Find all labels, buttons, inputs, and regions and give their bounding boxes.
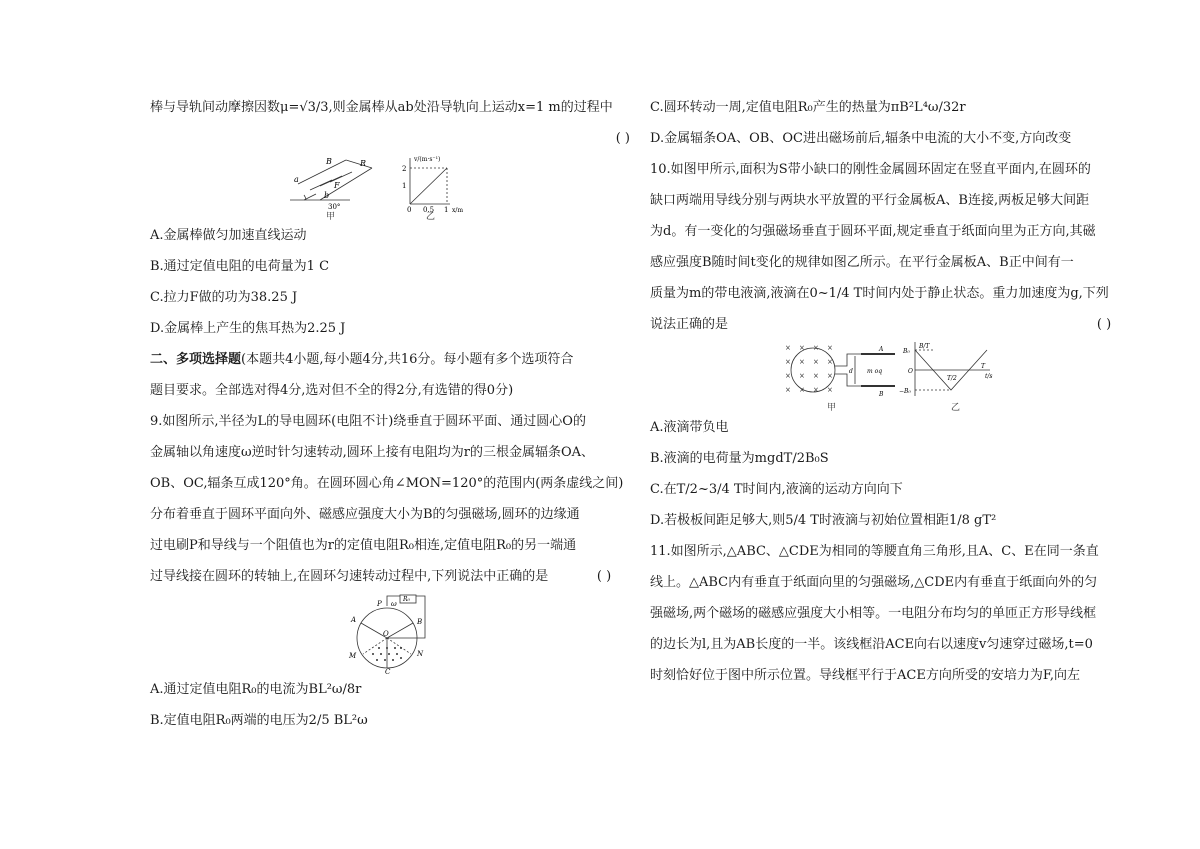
label-omega: ω bbox=[391, 600, 397, 608]
q8-option-c: C.拉力F做的功为38.25 J bbox=[150, 290, 298, 305]
label-M: M bbox=[349, 652, 357, 660]
q9-line-5: 过电刷P和导线与一个阻值也为r的定值电阻R₀相连,定值电阻R₀的另一端通 bbox=[150, 538, 577, 553]
section-heading bbox=[150, 344, 630, 375]
q10-option-a: A.液滴带负电 bbox=[650, 420, 729, 435]
label-P: P bbox=[377, 600, 382, 608]
ytick-2: 2 bbox=[402, 165, 407, 173]
label-R: R bbox=[360, 159, 367, 168]
q10-option-c: C.在T/2~3/4 T时间内,液滴的运动方向向下 bbox=[650, 482, 903, 497]
caption-yi: 乙 bbox=[426, 212, 436, 220]
q8-figure bbox=[290, 154, 490, 220]
q8-answer-paren: ( ) bbox=[615, 131, 630, 146]
q8-continuation: 棒与导轨间动摩擦因数μ=√3/3,则金属棒从ab处沿导轨向上运动x=1 m的过程中 bbox=[150, 100, 613, 115]
svg-text:×: × bbox=[799, 358, 805, 366]
xtick-1: 1 bbox=[444, 206, 449, 214]
q10-answer-paren: ( ) bbox=[1096, 317, 1112, 332]
q8-option-a: A.金属棒做匀加速直线运动 bbox=[150, 228, 307, 243]
q8-option-d: D.金属棒上产生的焦耳热为2.25 J bbox=[150, 321, 346, 336]
graph-xlabel: x/m bbox=[452, 207, 464, 214]
q11-line-2: 线上。△ABC内有垂直于纸面向里的匀强磁场,△CDE内有垂直于纸面向外的匀 bbox=[650, 575, 1098, 590]
q9-option-c: C.圆环转动一周,定值电阻R₀产生的热量为πB²L⁴ω/32r bbox=[650, 100, 966, 115]
q11-line-1: 11.如图所示,△ABC、△CDE为相同的等腰直角三角形,且A、C、E在同一条直 bbox=[650, 544, 1099, 559]
q9-line-2: 金属轴以角速度ω逆时针匀速转动,圆环上接有电阻均为r的三根金属辐条OA、 bbox=[150, 445, 594, 460]
label-O: O bbox=[383, 630, 389, 638]
label-d: d bbox=[849, 368, 853, 375]
field-crosses bbox=[785, 344, 833, 394]
svg-text:×: × bbox=[799, 344, 805, 352]
svg-text:×: × bbox=[799, 372, 805, 380]
label-N: N bbox=[417, 650, 424, 658]
q9-option-a: A.通过定值电阻R₀的电流为BL²ω/8r bbox=[150, 682, 362, 697]
svg-text:×: × bbox=[827, 358, 833, 366]
label-mq: m oq bbox=[867, 368, 883, 375]
section-desc-2: 题目要求。全部选对得4分,选对但不全的得2分,有选错的得0分) bbox=[150, 383, 514, 398]
xtick-0: 0 bbox=[407, 206, 412, 214]
q9-line-4: 分布着垂直于圆环平面向外、磁感应强度大小为B的匀强磁场,圆环的边缘通 bbox=[150, 507, 580, 522]
label-A: A bbox=[351, 616, 357, 624]
label-negB0: −B₀ bbox=[899, 388, 911, 395]
q9-line-6-text: 过导线接在圆环的转轴上,在圆环匀速转动过程中,下列说法中正确的是 bbox=[150, 569, 549, 584]
label-O10: O bbox=[908, 368, 913, 375]
q9-figure bbox=[345, 592, 435, 674]
q11-line-3: 强磁场,两个磁场的磁感应强度大小相等。一电阻分布均匀的单匝正方形导线框 bbox=[650, 606, 1097, 621]
svg-text:×: × bbox=[813, 344, 819, 352]
section-title: 二、多项选择题 bbox=[150, 352, 242, 367]
q10-line-4: 感应强度B随时间t变化的规律如图乙所示。在平行金属板A、B正中间有一 bbox=[650, 255, 1074, 270]
label-C: C bbox=[385, 668, 391, 674]
q10-figure bbox=[775, 340, 1005, 412]
q10-line-6-text: 说法正确的是 bbox=[650, 317, 729, 332]
label-A10: A bbox=[879, 346, 884, 353]
q9-option-d: D.金属辐条OA、OB、OC进出磁场前后,辐条中电流的大小不变,方向改变 bbox=[650, 131, 1072, 146]
left-column bbox=[150, 92, 630, 736]
svg-text:×: × bbox=[827, 372, 833, 380]
q9-answer-paren: ( ) bbox=[596, 569, 612, 584]
label-t: t/s bbox=[985, 373, 993, 380]
label-b: b bbox=[324, 191, 330, 200]
q10-line-3: 为d。有一变化的匀强磁场垂直于圆环平面,规定垂直于纸面向里为正方向,其磁 bbox=[650, 224, 1096, 239]
label-F: F bbox=[334, 181, 340, 190]
right-column bbox=[650, 92, 1130, 691]
label-angle: 30° bbox=[328, 203, 341, 211]
caption-yi10: 乙 bbox=[951, 403, 961, 412]
q9-line-3: OB、OC,辐条互成120°角。在圆环圆心角∠MON=120°的范围内(两条虚线之间) bbox=[150, 476, 624, 491]
caption-jia10: 甲 bbox=[827, 403, 837, 412]
label-T2: T/2 bbox=[947, 375, 957, 382]
label-T: T bbox=[981, 363, 986, 370]
label-R0: R₀ bbox=[403, 596, 410, 603]
label-B9: B bbox=[417, 618, 423, 626]
q9-line-6 bbox=[150, 561, 630, 592]
svg-text:×: × bbox=[785, 372, 791, 380]
q10-line-5: 质量为m的带电液滴,液滴在0~1/4 T时间内处于静止状态。重力加速度为g,下列 bbox=[650, 286, 1109, 301]
label-a: a bbox=[294, 175, 299, 184]
svg-text:×: × bbox=[813, 372, 819, 380]
svg-text:×: × bbox=[799, 386, 805, 394]
q8-option-b: B.通过定值电阻的电荷量为1 C bbox=[150, 259, 330, 274]
graph-ylabel10: B/T bbox=[919, 343, 930, 350]
q10-option-b: B.液滴的电荷量为mgdT/2B₀S bbox=[650, 451, 829, 466]
q10-option-d: D.若极板间距足够大,则5/4 T时液滴与初始位置相距1/8 gT² bbox=[650, 513, 997, 528]
q10-line-2: 缺口两端用导线分别与两块水平放置的平行金属板A、B连接,两板足够大间距 bbox=[650, 193, 1090, 208]
v-x-graph bbox=[410, 158, 450, 204]
graph-ylabel: v/(m·s⁻¹) bbox=[414, 156, 441, 163]
section-desc-1: (本题共4小题,每小题4分,共16分。每小题有多个选项符合 bbox=[241, 352, 574, 367]
label-B0: B₀ bbox=[903, 348, 910, 355]
xtick-05: 0.5 bbox=[423, 206, 435, 214]
svg-text:×: × bbox=[827, 386, 833, 394]
q10-line-1: 10.如图甲所示,面积为S带小缺口的刚性金属圆环固定在竖直平面内,在圆环的 bbox=[650, 162, 1091, 177]
svg-text:×: × bbox=[785, 358, 791, 366]
svg-text:×: × bbox=[785, 386, 791, 394]
svg-text:×: × bbox=[813, 358, 819, 366]
label-B10: B bbox=[879, 391, 884, 398]
q9-line-1: 9.如图所示,半径为L的导电圆环(电阻不计)绕垂直于圆环平面、通过圆心O的 bbox=[150, 414, 586, 429]
ytick-1: 1 bbox=[402, 182, 407, 190]
q10-line-6 bbox=[650, 309, 1130, 340]
svg-text:×: × bbox=[785, 344, 791, 352]
q9-option-b: B.定值电阻R₀两端的电压为2/5 BL²ω bbox=[150, 713, 368, 728]
b-t-graph bbox=[915, 342, 990, 396]
q11-line-4: 的边长为l,且为AB长度的一半。该线框沿ACE向右以速度v匀速穿过磁场,t=0 bbox=[650, 637, 1093, 652]
svg-text:×: × bbox=[813, 386, 819, 394]
label-B: B bbox=[326, 157, 332, 166]
q11-line-5: 时刻恰好位于图中所示位置。导线框平行于ACE方向所受的安培力为F,向左 bbox=[650, 668, 1080, 683]
svg-text:×: × bbox=[827, 344, 833, 352]
caption-jia: 甲 bbox=[326, 212, 336, 220]
